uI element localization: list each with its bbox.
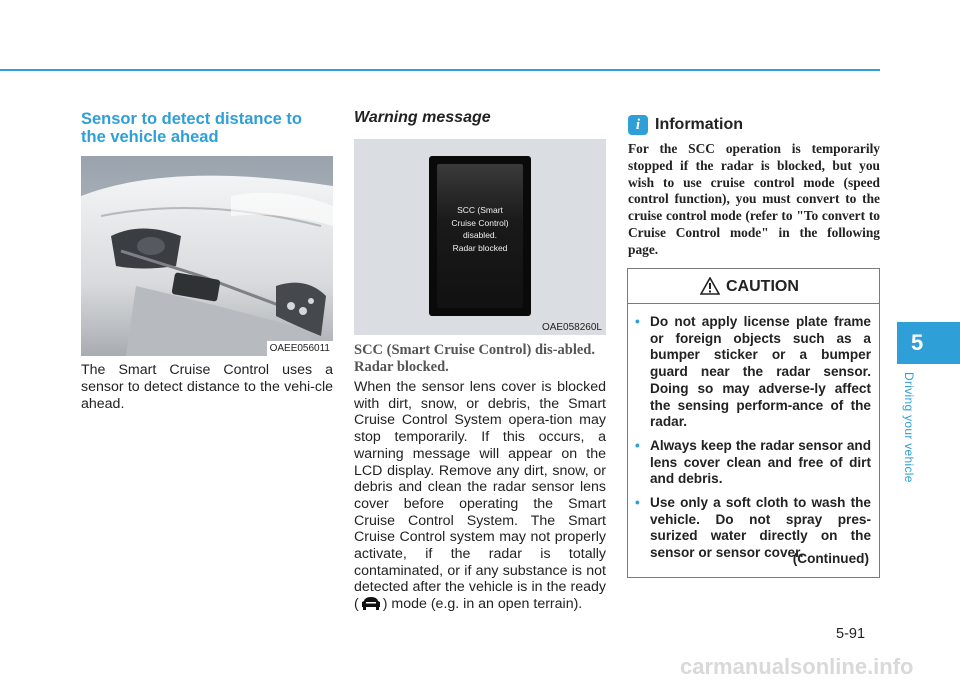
lcd-display-figure xyxy=(354,139,606,335)
sensor-description: The Smart Cruise Control uses a sensor to detect distance to the vehi-cle ahead. xyxy=(81,362,333,412)
information-body: For the SCC operation is temporarily stopped if the radar is blocked, but you wish to use cruise control mode (speed control function), you must convert to the cruise control mode (refer to "To convert to Cruise Control mode" in the following page. xyxy=(628,141,880,257)
description-text-start: When the sensor lens cover is blocked with dirt, snow, or debris, the Smart Cruise Control System opera-tion may stop temporarily. If this occurs, a warning message will appear on the LCD display. Remove any dirt, snow, or debris and clean the radar sensor lens cover before operating the Smart Cruise Control System. The Smart Cruise Control system may not properly activate, if the radar is totally contaminated, or if any substance is not detected after the vehicle is in the ready ( xyxy=(354,379,606,613)
watermark[interactable]: carmanualsonline.info xyxy=(680,654,914,679)
caution-box xyxy=(627,268,880,578)
lcd-frame xyxy=(429,156,531,316)
caution-item-text: Use only a soft cloth to wash the vehicle. Do not spray pres-surized water directly on the sensor or sensor cover. xyxy=(650,495,871,561)
caution-bullet: • xyxy=(635,437,640,453)
information-title: Information xyxy=(655,116,743,133)
caution-bullet: • xyxy=(635,495,640,511)
ready-car-icon xyxy=(360,596,382,610)
caution-bullet: • xyxy=(635,314,640,329)
caution-item xyxy=(635,314,871,431)
information-icon: i xyxy=(628,115,648,135)
top-rule xyxy=(0,69,880,71)
figure-code: OAE058260L xyxy=(541,322,602,333)
caution-header xyxy=(628,269,879,304)
chapter-number-tab: 5 xyxy=(897,322,960,364)
caution-label: CAUTION xyxy=(726,278,799,295)
car-front-photo xyxy=(81,156,333,356)
caution-list xyxy=(635,314,871,569)
caution-item xyxy=(635,438,871,488)
section-heading-sensor: Sensor to detect distance to the vehicle ahead xyxy=(81,110,302,146)
scc-disabled-description xyxy=(354,379,606,613)
description-text-end: ) mode (e.g. in an open terrain). xyxy=(382,596,583,613)
scc-disabled-subheading: SCC (Smart Cruise Control) dis-abled. Radar blocked. xyxy=(354,342,595,375)
photo-code: OAEE056011 xyxy=(267,341,333,356)
warning-triangle-icon xyxy=(700,277,720,295)
car-front-illustration xyxy=(81,156,333,356)
caution-item-text: Do not apply license plate frame or foreign objects such as a bumper sticker or a bumper guard near the radar sensor. Doing so may adverse-ly affect the sensing perform-ance of the radar. xyxy=(650,314,871,430)
lcd-screen xyxy=(437,164,523,308)
continued-label: (Continued) xyxy=(792,551,869,566)
lcd-warning-text: SCC (Smart Cruise Control) disabled. Radar blocked xyxy=(451,205,509,253)
warning-message-heading: Warning message xyxy=(354,109,491,126)
chapter-name: Driving your vehicle xyxy=(902,372,916,483)
caution-item-text: Always keep the radar sensor and lens cover clean and free of dirt and debris. xyxy=(650,437,871,487)
page-number: 5-91 xyxy=(836,626,866,642)
